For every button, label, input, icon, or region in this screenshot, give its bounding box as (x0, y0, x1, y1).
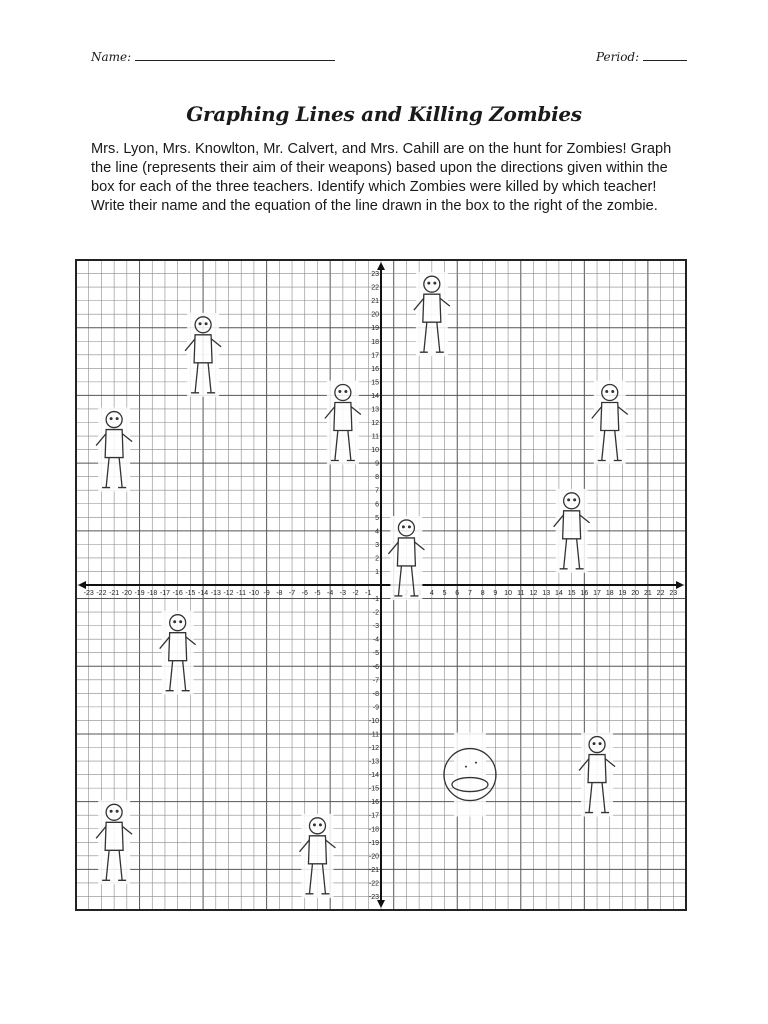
y-tick-label: -19 (368, 839, 379, 847)
zombie-backdrop (187, 313, 219, 397)
x-tick-label: -19 (134, 590, 145, 597)
y-tick-label: -8 (372, 690, 379, 698)
zombie-eye (567, 498, 570, 501)
zombie-eye (205, 322, 208, 325)
y-tick-label: 16 (371, 365, 379, 373)
x-tick-label: -17 (159, 590, 171, 597)
zombie-eye (179, 620, 182, 623)
y-tick-label: 14 (371, 392, 379, 400)
y-tick-label: 12 (371, 420, 379, 427)
x-tick-label: -1 (365, 590, 372, 597)
y-tick-label: -1 (372, 596, 379, 604)
x-tick-label: -9 (263, 590, 270, 597)
zombie-backdrop (327, 381, 359, 465)
y-tick-label: 3 (375, 541, 379, 549)
y-tick-label: -16 (368, 799, 379, 807)
y-tick-label: 15 (371, 379, 379, 387)
y-tick-label: -20 (368, 853, 379, 861)
zombie-eye (116, 810, 119, 813)
zombie-baby-icon (96, 800, 132, 884)
y-tick-label: -23 (368, 893, 379, 901)
y-tick-label: 20 (371, 311, 379, 319)
x-tick-label: -4 (327, 590, 334, 597)
y-tick-label: -17 (368, 812, 379, 820)
zombie-backdrop (301, 814, 333, 898)
zombie-kid-icon (388, 516, 424, 600)
x-tick-label: 15 (567, 590, 576, 597)
y-tick-label: -5 (372, 650, 379, 658)
zombie-backdrop (98, 408, 130, 492)
zombie-eye (110, 417, 113, 420)
x-tick-label: 23 (669, 590, 678, 597)
zombie-eye (199, 322, 202, 325)
y-tick-label: 1 (375, 568, 379, 576)
zombie-backdrop (581, 733, 613, 817)
y-tick-label: -7 (372, 677, 379, 685)
name-label: Name: (91, 50, 132, 64)
y-tick-label: 5 (375, 514, 379, 522)
y-tick-label: 4 (375, 528, 379, 536)
zombie-eye (344, 390, 347, 393)
x-tick-label: -6 (301, 590, 308, 597)
y-tick-label: 21 (371, 298, 379, 306)
y-tick-label: -18 (368, 826, 379, 834)
zombie-boy-icon (554, 489, 590, 573)
snowflake (465, 766, 467, 768)
zombie-curly-hair-icon (160, 611, 196, 695)
x-tick-label: 22 (656, 590, 665, 597)
x-axis-arrow-right (676, 581, 684, 589)
zombie-backdrop (556, 489, 588, 573)
x-axis-arrow-left (78, 581, 86, 589)
y-axis-arrow-down (377, 900, 385, 908)
y-axis-arrow-up (377, 262, 385, 270)
y-tick-label: 13 (371, 406, 379, 414)
zombie-eye (605, 390, 608, 393)
x-tick-label: 9 (493, 590, 498, 597)
zombie-backdrop (416, 272, 448, 356)
x-tick-label: 11 (517, 590, 525, 597)
zombie-eye (573, 498, 576, 501)
y-tick-label: -9 (372, 704, 379, 712)
y-tick-label: -2 (372, 609, 379, 617)
x-tick-label: 14 (555, 590, 563, 597)
x-tick-label: -7 (288, 590, 296, 597)
x-tick-label: -20 (121, 590, 132, 597)
zombie-eye (427, 282, 430, 285)
zombie-eye (611, 390, 614, 393)
y-tick-label: -13 (368, 758, 379, 766)
x-tick-label: 5 (442, 590, 447, 597)
x-tick-label: -15 (185, 590, 196, 597)
x-tick-label: -18 (147, 590, 158, 597)
worksheet-title: Graphing Lines and Killing Zombies (186, 102, 582, 126)
x-tick-label: 10 (504, 590, 512, 597)
y-tick-label: 9 (375, 460, 379, 468)
x-tick-label: -16 (172, 590, 183, 597)
zombie-eye (116, 417, 119, 420)
x-tick-label: 7 (468, 590, 472, 597)
zombie-eye (338, 390, 341, 393)
zombie-long-hair-icon (592, 381, 628, 465)
zombie-eye (408, 525, 411, 528)
y-tick-label: -14 (368, 772, 379, 780)
zombie-eye (433, 282, 436, 285)
zombie-eye (599, 742, 602, 745)
zombie-with-cane-icon (185, 313, 221, 397)
zombie-backdrop (454, 733, 486, 817)
x-tick-label: 6 (455, 590, 460, 597)
x-tick-label: 8 (480, 590, 485, 597)
x-tick-label: -22 (96, 590, 107, 597)
zombie-eye (319, 823, 322, 826)
zombie-backdrop (390, 516, 422, 600)
x-tick-label: -5 (314, 590, 321, 597)
x-tick-label: -10 (248, 590, 259, 597)
y-tick-label: 2 (375, 555, 379, 563)
x-tick-label: -13 (210, 590, 221, 597)
y-tick-label: -11 (369, 731, 379, 739)
y-tick-label: 22 (371, 284, 379, 292)
y-tick-label: 6 (375, 501, 379, 509)
zombie-eye (313, 823, 316, 826)
x-tick-label: -21 (109, 590, 120, 597)
y-tick-label: 17 (371, 352, 379, 360)
x-tick-label: 17 (593, 590, 601, 597)
x-tick-label: 21 (643, 590, 652, 597)
y-tick-label: -15 (368, 785, 379, 793)
y-tick-label: 10 (371, 447, 379, 455)
y-tick-label: 18 (371, 338, 379, 346)
zombie-woman-icon (299, 814, 335, 898)
zombie-eye (110, 810, 113, 813)
x-tick-label: 4 (429, 590, 434, 597)
zombie-lunging-icon (325, 381, 361, 465)
instructions-text: Mrs. Lyon, Mrs. Knowlton, Mr. Calvert, and Mrs. Cahill are on the hunt for Zombies! Graph the line (represents their aim of their weapons) based upon the directions given within the box for each of the three teachers. Identify which Zombies were killed by which teacher! Write their name and the equation of the line drawn in the box to the right of the zombie. (91, 141, 672, 214)
zombie-grandma-icon (579, 733, 615, 817)
y-tick-label: 8 (375, 474, 379, 482)
zombie-backdrop (594, 381, 626, 465)
zombie-eye (173, 620, 176, 623)
y-tick-label: -12 (368, 745, 379, 752)
zombie-girl-icon (96, 408, 132, 492)
x-tick-label: -12 (223, 590, 234, 597)
x-tick-label: -3 (339, 590, 346, 597)
zombie-eye (593, 742, 596, 745)
x-tick-label: 18 (605, 590, 614, 597)
zombie-backdrop (98, 800, 130, 884)
x-tick-label: -11 (236, 590, 247, 597)
snowflake (475, 762, 477, 764)
x-tick-label: 20 (631, 590, 640, 597)
y-tick-label: -3 (372, 623, 379, 631)
x-tick-label: -2 (352, 590, 359, 597)
zombie-walking-icon (414, 272, 450, 356)
x-tick-label: -23 (83, 590, 94, 597)
y-tick-label: 7 (375, 487, 379, 495)
y-tick-label: 11 (371, 433, 379, 441)
y-tick-label: -10 (368, 717, 379, 725)
period-label: Period: (596, 50, 640, 64)
y-tick-label: 19 (371, 325, 379, 333)
y-tick-label: -4 (372, 636, 379, 644)
y-tick-label: 23 (371, 271, 379, 279)
y-tick-label: -6 (372, 663, 379, 671)
x-tick-label: 16 (580, 590, 589, 597)
x-tick-label: -14 (198, 590, 209, 597)
x-tick-label: -8 (276, 590, 283, 597)
y-tick-label: -21 (368, 866, 379, 874)
y-tick-label: -22 (368, 880, 379, 888)
x-tick-label: 13 (542, 590, 551, 597)
x-tick-label: 19 (618, 590, 627, 597)
zombie-eye (402, 525, 405, 528)
zombie-backdrop (162, 611, 194, 695)
x-tick-label: 12 (529, 590, 538, 597)
